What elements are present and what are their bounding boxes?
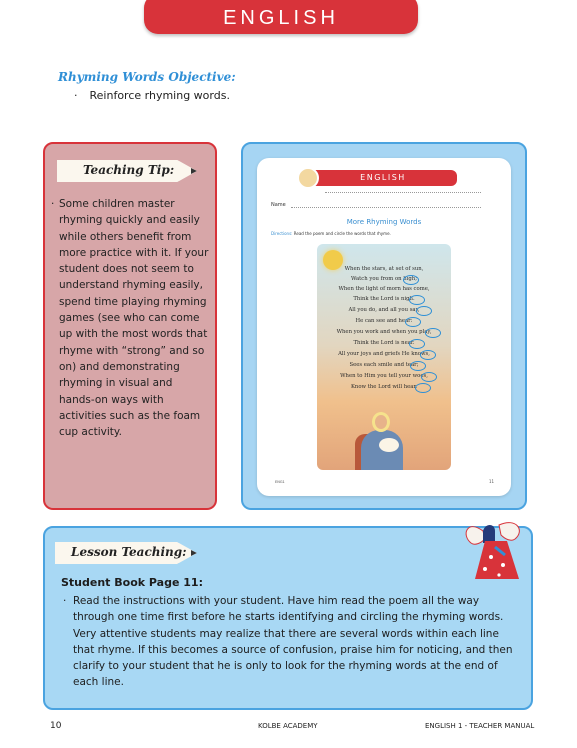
poem-line: Think the Lord is near. xyxy=(353,340,415,346)
rhyme-circle xyxy=(405,317,421,327)
rhyme-circle xyxy=(425,328,441,338)
objective-title: Rhyming Words Objective: xyxy=(58,70,236,84)
preview-title: More Rhyming Words xyxy=(346,218,422,226)
rhyme-circle xyxy=(410,361,426,371)
teaching-tip-text xyxy=(51,196,211,440)
rhyme-circle xyxy=(403,275,419,285)
poem-line: Think the Lord is nigh. xyxy=(353,296,415,302)
objective-item xyxy=(74,89,230,102)
preview-directions-label: Directions: xyxy=(271,231,293,236)
footer-publisher: KOLBE ACADEMY xyxy=(258,722,318,730)
lesson-teaching-box xyxy=(43,526,533,710)
lesson-body: Read the instructions with your student. Have him read the poem all the way through one time first before he starts identifying and circling the rhyming words. Very attentive students may realize that there are several words within each line that rhyme. If this becomes a source of confusion, praise him for noticing, and then clarify to your student that he is only to look for the rhyming words at the end of each line. xyxy=(73,595,513,689)
preview-name-line xyxy=(291,207,481,208)
lesson-bullet: · xyxy=(63,595,67,607)
tip-body: Some children master rhyming quickly and easily while others benefit from more practice with it. If your student does not seem to understand rhyming easily, spend time playing rhyming games (see who can come up with the most words that rhyme with “strong” and so on) and demonstrating rhyming in visual and hands-on ways with activities such as the foam cup activity. xyxy=(59,198,209,439)
poem-line: When the light of morn has come, xyxy=(338,286,430,292)
rhyme-circle xyxy=(409,339,425,349)
preview-directions xyxy=(271,231,391,236)
poem-line: Sees each smile and tear; xyxy=(349,362,419,368)
rhyme-circle xyxy=(416,306,432,316)
poem-line: Know the Lord will hear. xyxy=(350,384,418,390)
poem-line: When you work and when you play, xyxy=(336,329,432,335)
preview-page-number: 11 xyxy=(489,479,495,484)
preview-header-title: ENGLISH xyxy=(309,170,457,186)
preview-footer-left: ENG1 xyxy=(275,480,285,484)
lamb-icon xyxy=(379,438,399,452)
tip-bullet: · xyxy=(51,198,55,210)
rhyme-circle xyxy=(421,372,437,382)
teaching-tip-label: Teaching Tip: xyxy=(83,163,175,177)
footer-manual-title: ENGLISH 1 - TEACHER MANUAL xyxy=(425,722,535,730)
lesson-subheading: Student Book Page 11: xyxy=(61,576,203,589)
preview-rule xyxy=(325,192,481,193)
rhyme-circle xyxy=(415,383,431,393)
page-header-title: ENGLISH xyxy=(144,0,418,34)
poem-line: All your joys and griefs He knows, xyxy=(338,351,430,357)
teaching-tip-box xyxy=(43,142,217,510)
page-number: 10 xyxy=(50,721,62,731)
rhyme-circle xyxy=(420,350,436,360)
poem-line: Watch you from on high; xyxy=(351,276,417,282)
lesson-teaching-label: Lesson Teaching: xyxy=(71,545,187,559)
objective-bullet: · xyxy=(74,89,78,102)
student-book-page xyxy=(257,158,511,496)
books-icon xyxy=(297,167,319,189)
poem-line: When the stars, at set of sun, xyxy=(344,266,424,272)
preview-directions-text: Read the poem and circle the words that rhyme. xyxy=(293,231,391,236)
preview-name-label: Name xyxy=(271,202,286,208)
objective-item-text: Reinforce rhyming words. xyxy=(89,89,230,102)
rhyme-circle xyxy=(409,295,425,305)
poem-line: All you do, and all you say, xyxy=(348,307,420,313)
shepherd-head xyxy=(372,412,390,432)
lesson-text xyxy=(63,593,513,691)
poem-line: When to Him you tell your woes, xyxy=(340,373,428,379)
student-book-preview xyxy=(241,142,527,510)
poem-illustration xyxy=(317,244,451,470)
angel-ornament-icon xyxy=(461,517,527,587)
poem-line: He can see and hear: xyxy=(355,318,413,324)
